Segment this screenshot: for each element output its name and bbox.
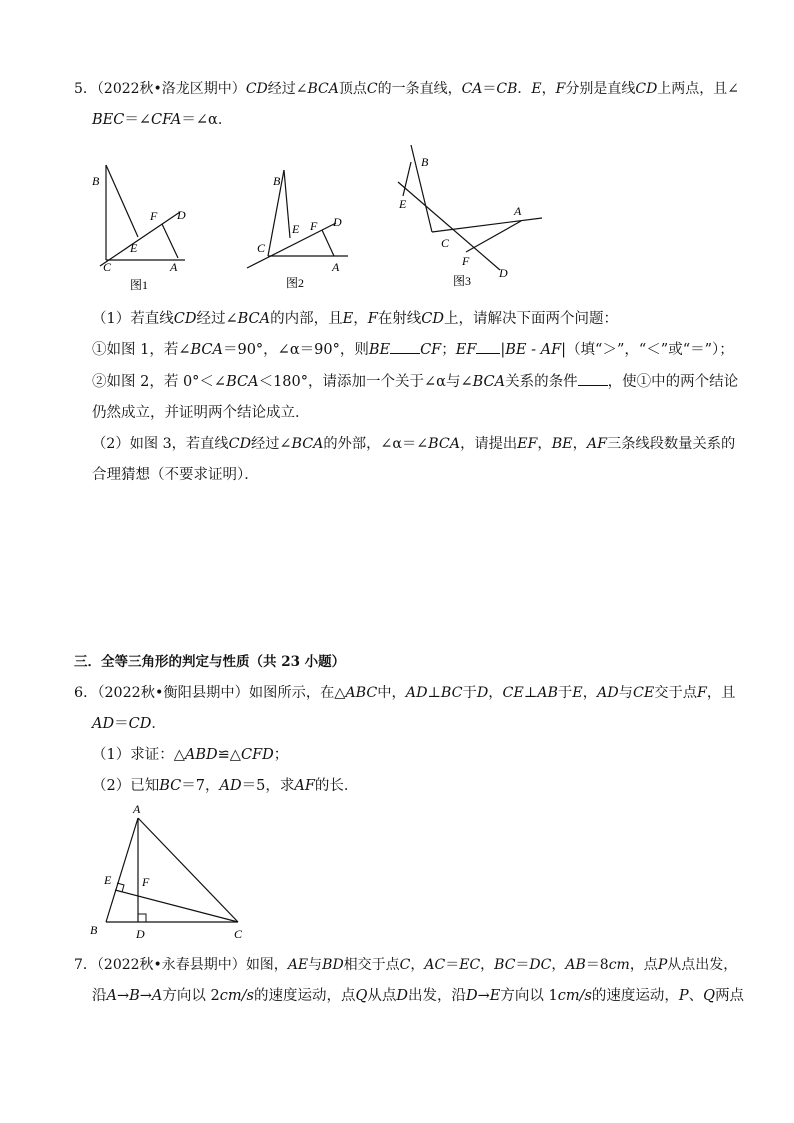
fig1-label-B: B [92, 174, 100, 188]
q5-figures [80, 140, 560, 300]
fig6-label-F: F [142, 875, 150, 889]
q5-part1: （1）若直线CD经过∠BCA的内部，且E，F在射线CD上，请解决下面两个问题： [92, 311, 619, 327]
fig1-label-C: C [103, 260, 112, 274]
fig3-label-B: B [421, 155, 429, 169]
fig2-label-D: D [333, 215, 342, 229]
fig3-caption: 图3 [453, 274, 472, 288]
fig1-label-F: F [150, 209, 158, 223]
fig6-label-E: E [104, 873, 112, 887]
fig2-label-C: C [257, 241, 266, 255]
fig6-label-C: C [234, 927, 243, 941]
fig6-label-D: D [136, 927, 145, 941]
q5-part2-line2: 合理猜想（不要求证明）． [92, 467, 259, 483]
fig6-label-A: A [133, 802, 141, 816]
answer-blank-1[interactable] [390, 341, 420, 354]
q7-line1: 7．（2022秋•永春县期中）如图，AE与BD相交于点C，AC＝EC，BC＝DC，AB＝8cm，点P从点出发， [74, 957, 738, 973]
figure-1 [92, 165, 186, 292]
fig2-label-B: B [273, 174, 281, 188]
q5-sub1: ①如图 1，若∠BCA＝90°，∠α＝90°，则BE CF；EF |BE - AF|（填“＞”，“＜”或“＝”）； [92, 342, 734, 358]
fig2-caption: 图2 [286, 276, 305, 290]
q6-figure [84, 800, 264, 945]
answer-blank-3[interactable] [578, 373, 608, 386]
q5-sub2: ②如图 2，若 0°＜∠BCA＜180°，请添加一个关于∠α与∠BCA关系的条件 ，使①中的两个结论 [92, 374, 739, 390]
fig1-label-E: E [130, 241, 138, 255]
fig3-label-F: F [462, 254, 470, 268]
fig3-label-E: E [399, 197, 407, 211]
fig1-caption: 图1 [130, 278, 149, 292]
q5-sub2-line2: 仍然成立，并证明两个结论成立． [92, 405, 310, 421]
q7-line2: 沿A→B→A方向以 2cm/s的速度运动，点Q从点D出发，沿D→E方向以 1cm/s的速度运动，P、Q两点 [92, 988, 745, 1004]
fig3-label-A: A [514, 204, 522, 218]
q6-part1: （1）求证：△ABD≌△CFD； [92, 747, 289, 763]
fig1-label-A: A [170, 260, 178, 274]
q6-line1: 6．（2022秋•衡阳县期中）如图所示，在△ABC中，AD⊥BC于D，CE⊥AB于E，AD与CE交于点F，且 [74, 685, 736, 701]
q6-part2: （2）已知BC＝7，AD＝5，求AF的长． [92, 778, 359, 794]
q5-part2: （2）如图 3，若直线CD经过∠BCA的外部，∠α＝∠BCA，请提出EF，BE，AF三条线段数量关系的 [92, 436, 736, 452]
answer-blank-2[interactable] [476, 341, 500, 354]
question-number: 5． [74, 81, 97, 97]
figure-3 [398, 145, 542, 288]
question-source: （2022秋•洛龙区期中） [96, 81, 246, 97]
fig3-label-C: C [441, 236, 450, 250]
fig2-label-E: E [292, 222, 300, 236]
fig3-label-D: D [499, 266, 508, 280]
section-heading: 三．全等三角形的判定与性质（共 23 小题） [74, 654, 346, 670]
fig1-label-D: D [177, 208, 186, 222]
fig2-label-A: A [332, 260, 340, 274]
figure-2 [247, 170, 348, 290]
fig6-label-B: B [90, 923, 98, 937]
q5-line1: 5．（2022秋•洛龙区期中）CD经过∠BCA顶点C的一条直线，CA＝CB．E，F分别是直线CD上两点，且∠ [74, 81, 740, 97]
q6-line2: AD＝CD． [92, 716, 166, 732]
q5-line2: BEC＝∠CFA＝∠α． [92, 112, 233, 128]
fig2-label-F: F [310, 219, 318, 233]
